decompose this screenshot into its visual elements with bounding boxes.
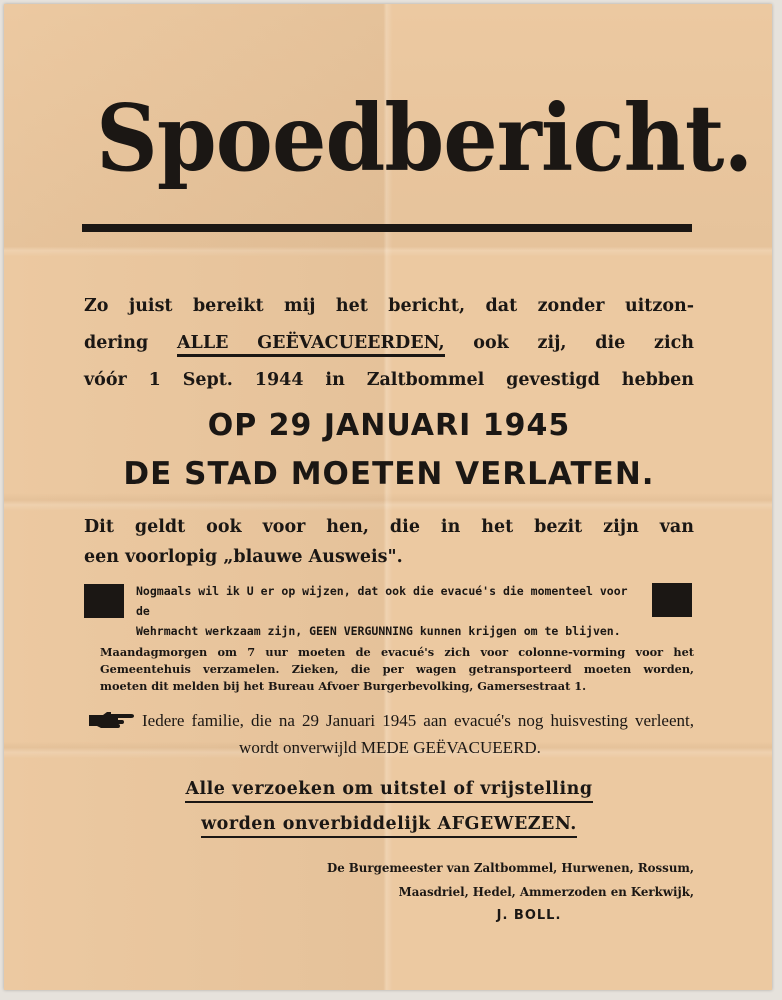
assembly-paragraph [100,644,694,695]
announcement-paragraph [84,288,694,399]
black-square-right [652,583,692,617]
announcement-line-2-start: dering [84,333,149,353]
requests-rejected-paragraph [94,774,684,844]
pointing-hand-icon [88,709,134,729]
ausweis-paragraph [84,512,694,572]
mayor-name: J. BOLL. [496,908,562,923]
announcement-line-3: vóór 1 Sept. 1944 in Zaltbommel gevestigd hebben [84,370,694,390]
housing-warning-line-2: wordt onverwijld MEDE GEËVACUEERD. [239,738,541,757]
wehrmacht-notice-line-1: Nogmaals wil ik U er op wijzen, dat ook die evacué's die momenteel voor de [136,584,628,618]
assembly-line-1: Maandagmorgen om 7 uur moeten de evacué's zich voor colonne-vorming voor het [100,645,694,659]
leave-city-headline: DE STAD MOETEN VERLATEN. [123,456,655,492]
announcement-line-2 [84,325,694,362]
signature-block [304,856,694,928]
assembly-line-3: moeten dit melden bij het Bureau Afvoer Burgerbevolking, Gamersestraat 1. [100,679,587,693]
assembly-line-2: Gemeentehuis verzamelen. Zieken, die per wagen getransporteerd moeten worden, [100,662,694,676]
mayor-title-line-2: Maasdriel, Hedel, Ammerzoden en Kerkwijk, [398,885,694,899]
announcement-line-2-end: ook zij, die zich [473,333,694,353]
wehrmacht-notice-line-2: Wehrmacht werkzaam zijn, GEEN VERGUNNING kunnen krijgen om te blijven. [136,624,621,638]
poster-title: Spoedbericht. [96,84,753,192]
ausweis-line-2: een voorlopig „blauwe Ausweis". [84,547,403,567]
date-headline: OP 29 JANUARI 1945 [207,408,571,443]
black-square-left [84,584,124,618]
all-evacuees-emphasis: ALLE GEËVACUEERDEN, [177,333,445,357]
mayor-title-line-1: De Burgemeester van Zaltbommel, Hurwenen, Rossum, [326,861,694,875]
housing-warning-paragraph [142,707,694,761]
poster [4,4,772,990]
housing-warning-line-1: Iedere familie, die na 29 Januari 1945 aan evacué's nog huisvesting verleent, [142,711,694,730]
ausweis-line-1: Dit geldt ook voor hen, die in het bezit zijn van [84,517,694,537]
requests-rejected-line-2: worden onverbiddelijk AFGEWEZEN. [201,812,577,838]
title-underline-rule [82,224,692,232]
requests-rejected-line-1: Alle verzoeken om uitstel of vrijstelling [185,777,592,803]
wehrmacht-notice [136,581,644,641]
announcement-line-1: Zo juist bereikt mij het bericht, dat zonder uitzon- [84,296,694,316]
